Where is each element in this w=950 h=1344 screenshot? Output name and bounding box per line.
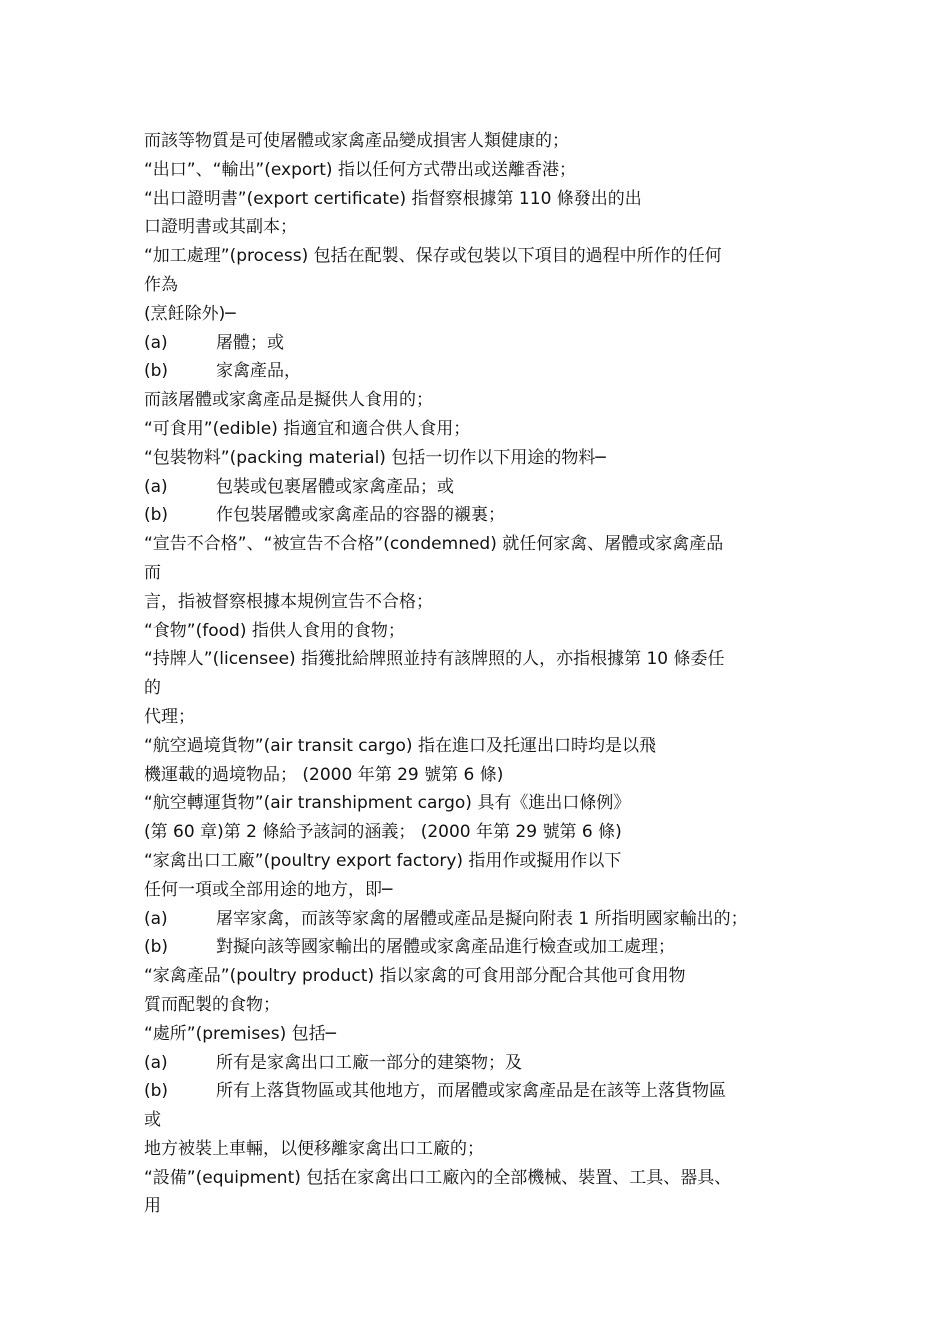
text-line (144, 933, 824, 962)
text-line (144, 530, 824, 559)
text-line (144, 789, 824, 818)
line-text: 任何一項或全部用途的地方，即─ (144, 879, 393, 900)
line-text: 屠體；或 (216, 332, 284, 353)
text-line (144, 473, 824, 502)
line-text: 或 (144, 1110, 161, 1131)
line-text: 而該等物質是可使屠體或家禽產品變成損害人類健康的； (144, 131, 569, 151)
line-text: 的 (144, 678, 161, 699)
line-text: 作包裝屠體或家禽產品的容器的襯裏； (216, 505, 505, 526)
text-line (144, 876, 824, 905)
line-text: “航空過境貨物”(air transit cargo) 指在進口及托運出口時均是以飛 (144, 735, 656, 756)
text-line (144, 1164, 824, 1193)
line-text: 所有上落貨物區或其他地方，而屠體或家禽產品是在該等上落貨物區 (216, 1081, 726, 1102)
item-label: (b) (144, 1081, 169, 1102)
text-line (144, 1192, 824, 1221)
line-text: “加工處理”(process) 包括在配製、保存或包裝以下項目的過程中所作的任何 (144, 246, 722, 267)
text-line (144, 1135, 824, 1164)
item-label: (a) (144, 908, 168, 929)
line-text: 所有是家禽出口工廠一部分的建築物；及 (216, 1052, 522, 1073)
text-line (144, 1049, 824, 1078)
item-label: (b) (144, 505, 169, 526)
text-line (144, 818, 824, 847)
line-text: (第 60 章)第 2 條給予該詞的涵義； (2000 年第 29 號第 6 條) (144, 822, 622, 843)
line-text: 作為 (144, 274, 178, 295)
text-line (144, 415, 824, 444)
line-text: “設備”(equipment) 包括在家禽出口工廠內的全部機械、裝置、工具、器具、 (144, 1167, 732, 1188)
text-line (144, 588, 824, 617)
text-line (144, 559, 824, 588)
line-text: 而該屠體或家禽產品是擬供人食用的； (144, 390, 433, 411)
line-text: “可食用”(edible) 指適宜和適合供人食用； (144, 418, 471, 439)
line-text: (烹飪除外)─ (144, 303, 236, 324)
line-text: 地方被裝上車輛，以便移離家禽出口工廠的； (144, 1138, 484, 1159)
text-line (144, 1077, 824, 1106)
text-line (144, 300, 824, 329)
line-text: “出口”、“輸出”(export) 指以任何方式帶出或送離香港； (144, 159, 576, 180)
text-line (144, 1106, 824, 1135)
text-line (144, 847, 824, 876)
item-label: (a) (144, 476, 168, 497)
text-line (144, 703, 824, 732)
line-text: “航空轉運貨物”(air transhipment cargo) 具有《進出口條例》 (144, 793, 631, 814)
line-text: “持牌人”(licensee) 指獲批給牌照並持有該牌照的人，亦指根據第 10 條委任 (144, 649, 725, 670)
line-text: “處所”(premises) 包括─ (144, 1023, 336, 1044)
text-line (144, 185, 824, 214)
text-line (144, 386, 824, 415)
text-line (144, 127, 824, 156)
line-text: 質而配製的食物； (144, 994, 280, 1015)
line-text: 屠宰家禽，而該等家禽的屠體或產品是擬向附表 1 所指明國家輸出的； (216, 908, 748, 929)
text-line (144, 991, 824, 1020)
text-line (144, 1020, 824, 1049)
item-label: (b) (144, 937, 169, 958)
line-text: 代理； (144, 706, 195, 727)
line-text: “宣告不合格”、“被宣告不合格”(condemned) 就任何家禽、屠體或家禽產品 (144, 534, 724, 555)
text-line (144, 761, 824, 790)
line-text: “家禽產品”(poultry product) 指以家禽的可食用部分配合其他可食用物 (144, 966, 686, 987)
line-text: 家禽產品， (216, 361, 301, 382)
line-text: 對擬向該等國家輸出的屠體或家禽產品進行檢查或加工處理； (216, 937, 675, 958)
line-text: “食物”(food) 指供人食用的食物； (144, 620, 405, 641)
text-line (144, 732, 824, 761)
line-text: 而 (144, 562, 161, 583)
text-line (144, 242, 824, 271)
item-label: (b) (144, 361, 169, 382)
document-body (144, 127, 824, 1221)
text-line (144, 156, 824, 185)
text-line (144, 271, 824, 300)
text-line (144, 962, 824, 991)
line-text: “包裝物料”(packing material) 包括一切作以下用途的物料─ (144, 447, 606, 468)
line-text: “出口證明書”(export certificate) 指督察根據第 110 條發出的出 (144, 188, 642, 209)
item-label: (a) (144, 332, 168, 353)
text-line (144, 329, 824, 358)
item-label: (a) (144, 1052, 168, 1073)
text-line (144, 213, 824, 242)
text-line (144, 617, 824, 646)
text-line (144, 501, 824, 530)
line-text: 機運載的過境物品； (2000 年第 29 號第 6 條) (144, 764, 504, 785)
text-line (144, 905, 824, 934)
text-line (144, 645, 824, 674)
line-text: 口證明書或其副本； (144, 217, 297, 238)
line-text: “家禽出口工廠”(poultry export factory) 指用作或擬用作以下 (144, 850, 622, 871)
line-text: 包裝或包裹屠體或家禽產品；或 (216, 476, 454, 497)
text-line (144, 674, 824, 703)
line-text: 用 (144, 1196, 161, 1217)
line-text: 言，指被督察根據本規例宣告不合格； (144, 591, 433, 612)
text-line (144, 444, 824, 473)
text-line (144, 357, 824, 386)
